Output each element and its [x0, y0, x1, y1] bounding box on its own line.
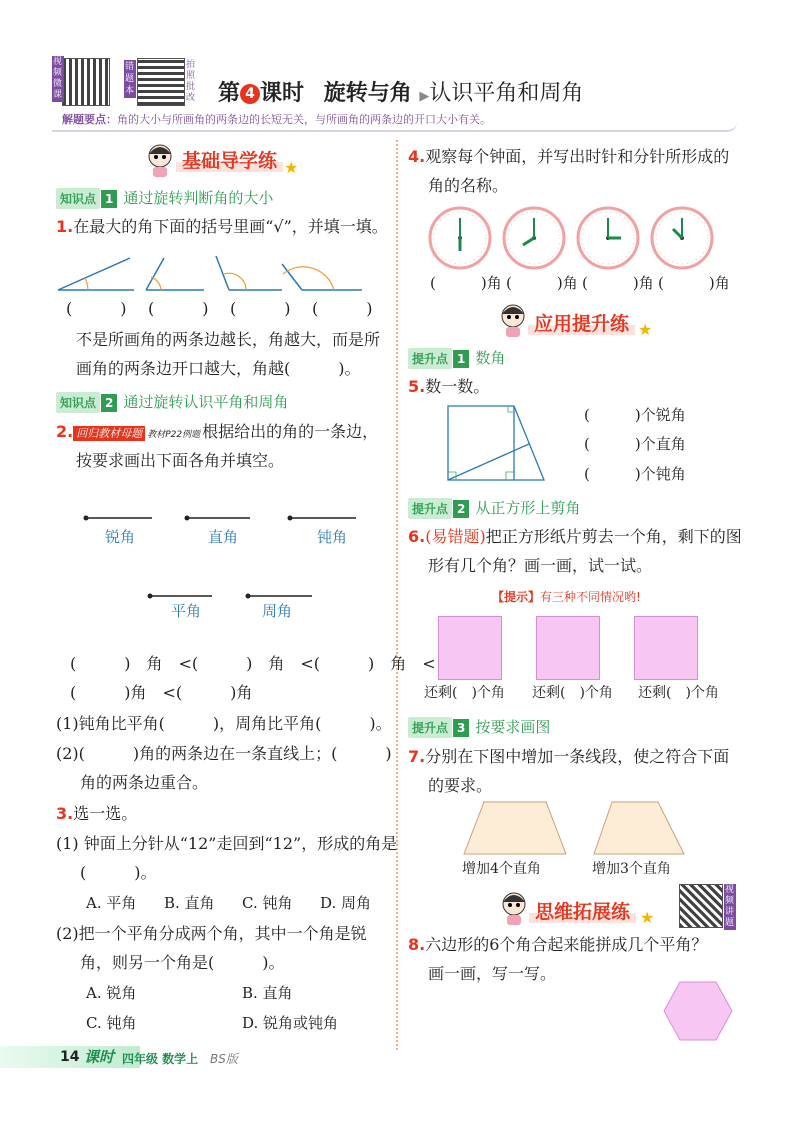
question-2: 2. 回归教材母题 教材P22例题 根据给出的角的一条边，: [56, 422, 379, 441]
q3-opt-2a[interactable]: A. 锐角: [86, 984, 137, 1002]
clock-2: [504, 208, 564, 268]
q2-order-1[interactable]: ( ) 角 <( ) 角 <( ) 角 <: [70, 654, 436, 673]
trapezoid-1: [464, 802, 566, 854]
q4-answer-3[interactable]: ( )角: [582, 274, 654, 292]
qr1-label: 视频微课: [53, 57, 63, 100]
q7-caption-1: 增加4个直角: [462, 861, 541, 877]
q1-line-2: 画角的两条边开口越大，角越( )。: [76, 359, 361, 378]
tip-label: 解题要点：: [62, 113, 117, 126]
q6-answer-3[interactable]: 还剩( )个角: [638, 685, 719, 701]
q1-paren-1[interactable]: ( ): [66, 299, 127, 318]
lesson-title: 认识平角和周角: [429, 81, 584, 106]
q3-opt-1a[interactable]: A. 平角: [86, 894, 137, 912]
qr2-label: 错题本: [125, 62, 135, 96]
q5-figure: [446, 404, 546, 484]
q3-opt-1b[interactable]: B. 直角: [164, 894, 215, 912]
clock-1: [430, 208, 490, 268]
lesson-post: 课时: [260, 81, 305, 106]
question-7: 7.分别在下图中增加一条线段，使之符合下面: [408, 747, 730, 766]
q6-line-b: 形有几个角？画一画，试一试。: [428, 556, 653, 575]
label-acute: 锐角: [105, 528, 136, 546]
q3-sub-1a: (1) 钟面上分针从“12”走回到“12”，形成的角是: [56, 834, 398, 853]
lesson-pre: 第: [218, 81, 241, 106]
footer-brand: 课时: [84, 1048, 115, 1066]
angle-1: [58, 258, 134, 290]
label-obtuse: 钝角: [317, 528, 348, 546]
q3-opt-1c[interactable]: C. 钝角: [242, 894, 293, 912]
label-straight: 平角: [171, 602, 202, 620]
hint-text: 有三种不同情况哟!: [540, 590, 641, 604]
star-icon-2: ★: [638, 320, 653, 339]
q4-line-b: 角的名称。: [428, 176, 509, 195]
q4-clocks: [426, 206, 726, 270]
q7-caption-2: 增加3个直角: [592, 861, 671, 877]
lesson-number-badge: 4: [240, 84, 260, 104]
page-number: 14: [60, 1049, 80, 1065]
q3-sub-1b[interactable]: ( )。: [80, 863, 157, 882]
section-title-think: 思维拓展练: [529, 897, 636, 924]
hint-label: 【提示】: [492, 590, 541, 604]
error-prone-tag: (易错题): [425, 527, 486, 546]
q6-answer-2[interactable]: 还剩( )个角: [532, 685, 613, 701]
upgrade-point-3: 提升点 3 按要求画图: [408, 716, 550, 738]
paper-square-2[interactable]: [536, 616, 600, 680]
q4-answer-1[interactable]: ( )角: [430, 274, 502, 292]
textbook-ref: 教材P22例题: [147, 430, 201, 440]
q5-blank-3[interactable]: ( )个钝角: [584, 465, 686, 483]
q1-line-1: 不是所画角的两条边越长，角越大，而是所: [76, 330, 381, 349]
q4-answer-2[interactable]: ( )角: [506, 274, 578, 292]
q1-paren-2[interactable]: ( ): [148, 299, 209, 318]
q8-line-b: 画一画，写一写。: [428, 964, 557, 983]
column-divider: [396, 140, 398, 1050]
angle-2: [146, 258, 204, 290]
mascot-icon-3: [499, 890, 529, 926]
star-icon-3: ★: [640, 908, 655, 927]
knowledge-point-1: 知识点 1 通过旋转判断角的大小: [56, 187, 273, 209]
q7-trapezoids[interactable]: [462, 800, 686, 856]
upgrade-point-2: 提升点 2 从正方形上剪角: [408, 497, 580, 519]
clock-3: [578, 208, 638, 268]
q3-opt-2c[interactable]: C. 钝角: [86, 1014, 137, 1032]
question-1: 1.在最大的角下面的括号里画“√”，并填一填。: [56, 217, 388, 236]
question-5: 5.数一数。: [408, 377, 490, 396]
q4-answer-4[interactable]: ( )角: [658, 274, 730, 292]
q2-sub-2b: 角的两条边重合。: [80, 773, 209, 792]
label-right: 直角: [208, 528, 239, 546]
q3-opt-2d[interactable]: D. 锐角或钝角: [242, 1014, 339, 1032]
paper-square-3[interactable]: [634, 616, 698, 680]
paper-square-1[interactable]: [438, 616, 502, 680]
lesson-header: [218, 76, 583, 107]
q6-hint: [492, 588, 641, 605]
unit-title: 旋转与角: [323, 81, 412, 106]
mascot-icon-2: [498, 302, 528, 338]
section-title-apply: 应用提升练: [528, 309, 635, 336]
textbook-tag: 回归教材母题: [73, 426, 145, 441]
footer-grade: 四年级 数学上: [122, 1052, 199, 1066]
tip-text: 角的大小与所画角的两条边的长短无关，与所画角的两条边的开口大小有关。: [117, 113, 491, 126]
play-triangle-icon: ▶: [419, 89, 430, 104]
q2-sub-2a[interactable]: (2)( )角的两条边在一条直线上；( ): [56, 744, 392, 763]
tip-line: [62, 111, 491, 127]
section-title-basic: 基础导学练: [176, 146, 283, 173]
question-6: 6.(易错题)把正方形纸片剪去一个角，剩下的图: [408, 527, 742, 546]
qr-code-mistakes[interactable]: [137, 58, 185, 106]
q3-sub-2a: (2)把一个平角分成两个角，其中一个角是锐: [56, 924, 367, 943]
q1-angles: [54, 250, 374, 295]
q6-answer-1[interactable]: 还剩( )个角: [424, 685, 505, 701]
q1-paren-3[interactable]: ( ): [230, 299, 291, 318]
q3-opt-1d[interactable]: D. 周角: [320, 894, 372, 912]
qr3-label: 视频讲题: [725, 885, 735, 928]
q2-sub-1[interactable]: (1)钝角比平角( )，周角比平角( )。: [56, 714, 392, 733]
clock-4: [652, 208, 712, 268]
mascot-icon: [145, 142, 175, 178]
qr2-side-label: 拍照批改: [186, 60, 196, 103]
qr-code-explain[interactable]: [679, 884, 723, 928]
question-3: 3.选一选。: [56, 804, 138, 823]
label-full: 周角: [262, 602, 293, 620]
knowledge-point-2: 知识点 2 通过旋转认识平角和周角: [56, 391, 288, 413]
q7-line-b: 的要求。: [428, 776, 493, 795]
question-4: 4.观察每个钟面，并写出时针和分针所形成的: [408, 147, 730, 166]
q1-paren-4[interactable]: ( ): [312, 299, 373, 318]
q5-blank-2[interactable]: ( )个直角: [584, 435, 686, 453]
q3-opt-2b[interactable]: B. 直角: [242, 984, 293, 1002]
qr-code-video[interactable]: [62, 58, 110, 106]
q2-order-2[interactable]: ( )角 <( )角: [70, 683, 253, 702]
question-8: 8.六边形的6个角合起来能拼成几个平角？: [408, 935, 708, 954]
trapezoid-2: [594, 802, 684, 854]
q5-blank-1[interactable]: ( )个锐角: [584, 406, 686, 424]
upgrade-point-1: 提升点 1 数角: [408, 347, 505, 369]
q2-line-b: 按要求画出下面各角并填空。: [76, 451, 285, 470]
star-icon: ★: [284, 158, 299, 177]
footer-edition: BS版: [210, 1052, 238, 1066]
q2-rays[interactable]: [80, 510, 380, 610]
q3-sub-2b[interactable]: 角，则另一个角是( )。: [80, 953, 285, 972]
q8-hexagon[interactable]: [662, 980, 734, 1042]
